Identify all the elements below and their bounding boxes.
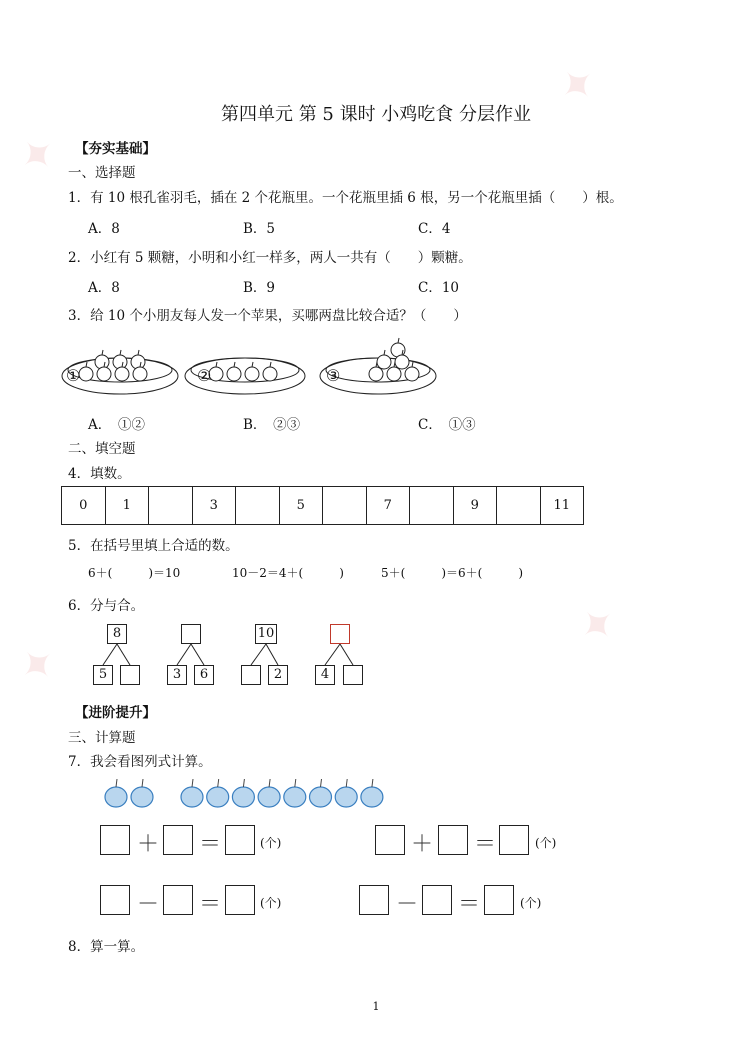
question-7: 7．我会看图列式计算。 [68,754,212,770]
answer-box[interactable] [499,825,529,855]
bond-2-left: 3 [167,665,187,685]
apple-icon [232,779,254,807]
plus-sign: ＋ [411,832,434,857]
apple-icon [258,779,280,807]
answer-box[interactable] [375,825,405,855]
number-cell: 5 [279,487,323,525]
number-cell: 3 [192,487,236,525]
bond-3-right: 2 [268,665,288,685]
apple-icon [284,779,306,807]
unit-label: (个) [535,836,557,850]
part-choice: 一、选择题 [68,165,136,181]
question-5: 5．在括号里填上合适的数。 [68,538,239,554]
apple-icon [105,779,127,807]
q3-option-b: B． ②③ [243,417,301,433]
answer-box[interactable] [225,885,255,915]
plus-sign: ＋ [137,832,160,857]
unit-label: (个) [260,896,282,910]
question-1: 1．有 10 根孔雀羽毛，插在 2 个花瓶里。一个花瓶里插 6 根，另一个花瓶里插（ ）根。 [68,190,623,206]
watermark: ✦ [567,594,629,657]
watermark: ✦ [547,54,609,117]
bond-4-left: 4 [315,665,335,685]
apple-icon [131,779,153,807]
minus-sign: － [137,892,160,917]
q3-option-c: C． ①③ [418,417,476,433]
q2-option-b: B．9 [243,280,276,296]
apple-icon [207,779,229,807]
q5-equation-1: 6＋( )＝10 [88,566,181,580]
watermark: ✦ [7,634,69,697]
answer-box[interactable] [422,885,452,915]
question-8: 8．算一算。 [68,939,145,955]
answer-box[interactable] [100,825,130,855]
question-6: 6．分与合。 [68,598,145,614]
answer-box[interactable] [163,885,193,915]
part-fill: 二、填空题 [68,441,136,457]
bond-3-top: 10 [255,624,277,644]
bond-2-right: 6 [194,665,214,685]
answer-box[interactable] [438,825,468,855]
section-basic: 【夯实基础】 [75,141,156,157]
apple-icon [361,779,383,807]
number-cell: 0 [62,487,106,525]
unit-label: (个) [260,836,282,850]
apple-icon [310,779,332,807]
q2-option-a: A．8 [88,280,120,296]
answer-box[interactable] [100,885,130,915]
q5-equation-2: 10－2＝4＋( ) [232,566,344,580]
equals-sign: ＝ [199,892,222,917]
number-cell: 7 [366,487,410,525]
q2-option-c: C．10 [418,280,460,296]
equals-sign: ＝ [199,832,222,857]
apple-icon [181,779,203,807]
answer-box[interactable] [359,885,389,915]
plate-2-label: ② [197,366,212,385]
equals-sign: ＝ [458,892,481,917]
q1-option-c: C．4 [418,221,451,237]
unit-label: (个) [520,896,542,910]
minus-sign: － [396,892,419,917]
number-cell: 11 [540,487,584,525]
number-cell: 1 [105,487,149,525]
q3-option-a: A． ①② [88,417,145,433]
question-2: 2．小红有 5 颗糖，小明和小红一样多，两人一共有（ ）颗糖。 [68,250,472,266]
watermark: ✦ [7,124,69,187]
part-calc: 三、计算题 [68,730,136,746]
page-number: 1 [372,1000,380,1013]
q1-option-a: A．8 [88,221,120,237]
question-4: 4．填数。 [68,466,131,482]
apple-icon [335,779,357,807]
bond-1-left: 5 [93,665,113,685]
plate-1-label: ① [66,366,81,385]
number-cell: 9 [453,487,497,525]
bond-1-top: 8 [107,624,127,644]
page-title: 第四单元 第 5 课时 小鸡吃食 分层作业 [220,104,532,125]
section-advanced: 【进阶提升】 [75,705,156,721]
equals-sign: ＝ [474,832,497,857]
answer-box[interactable] [225,825,255,855]
answer-box[interactable] [163,825,193,855]
q1-option-b: B．5 [243,221,276,237]
q5-equation-3: 5＋( )＝6＋( ) [381,566,523,580]
answer-box[interactable] [484,885,514,915]
question-3: 3．给 10 个小朋友每人发一个苹果，买哪两盘比较合适？（ ） [68,308,467,324]
plate-3-label: ③ [326,366,341,385]
